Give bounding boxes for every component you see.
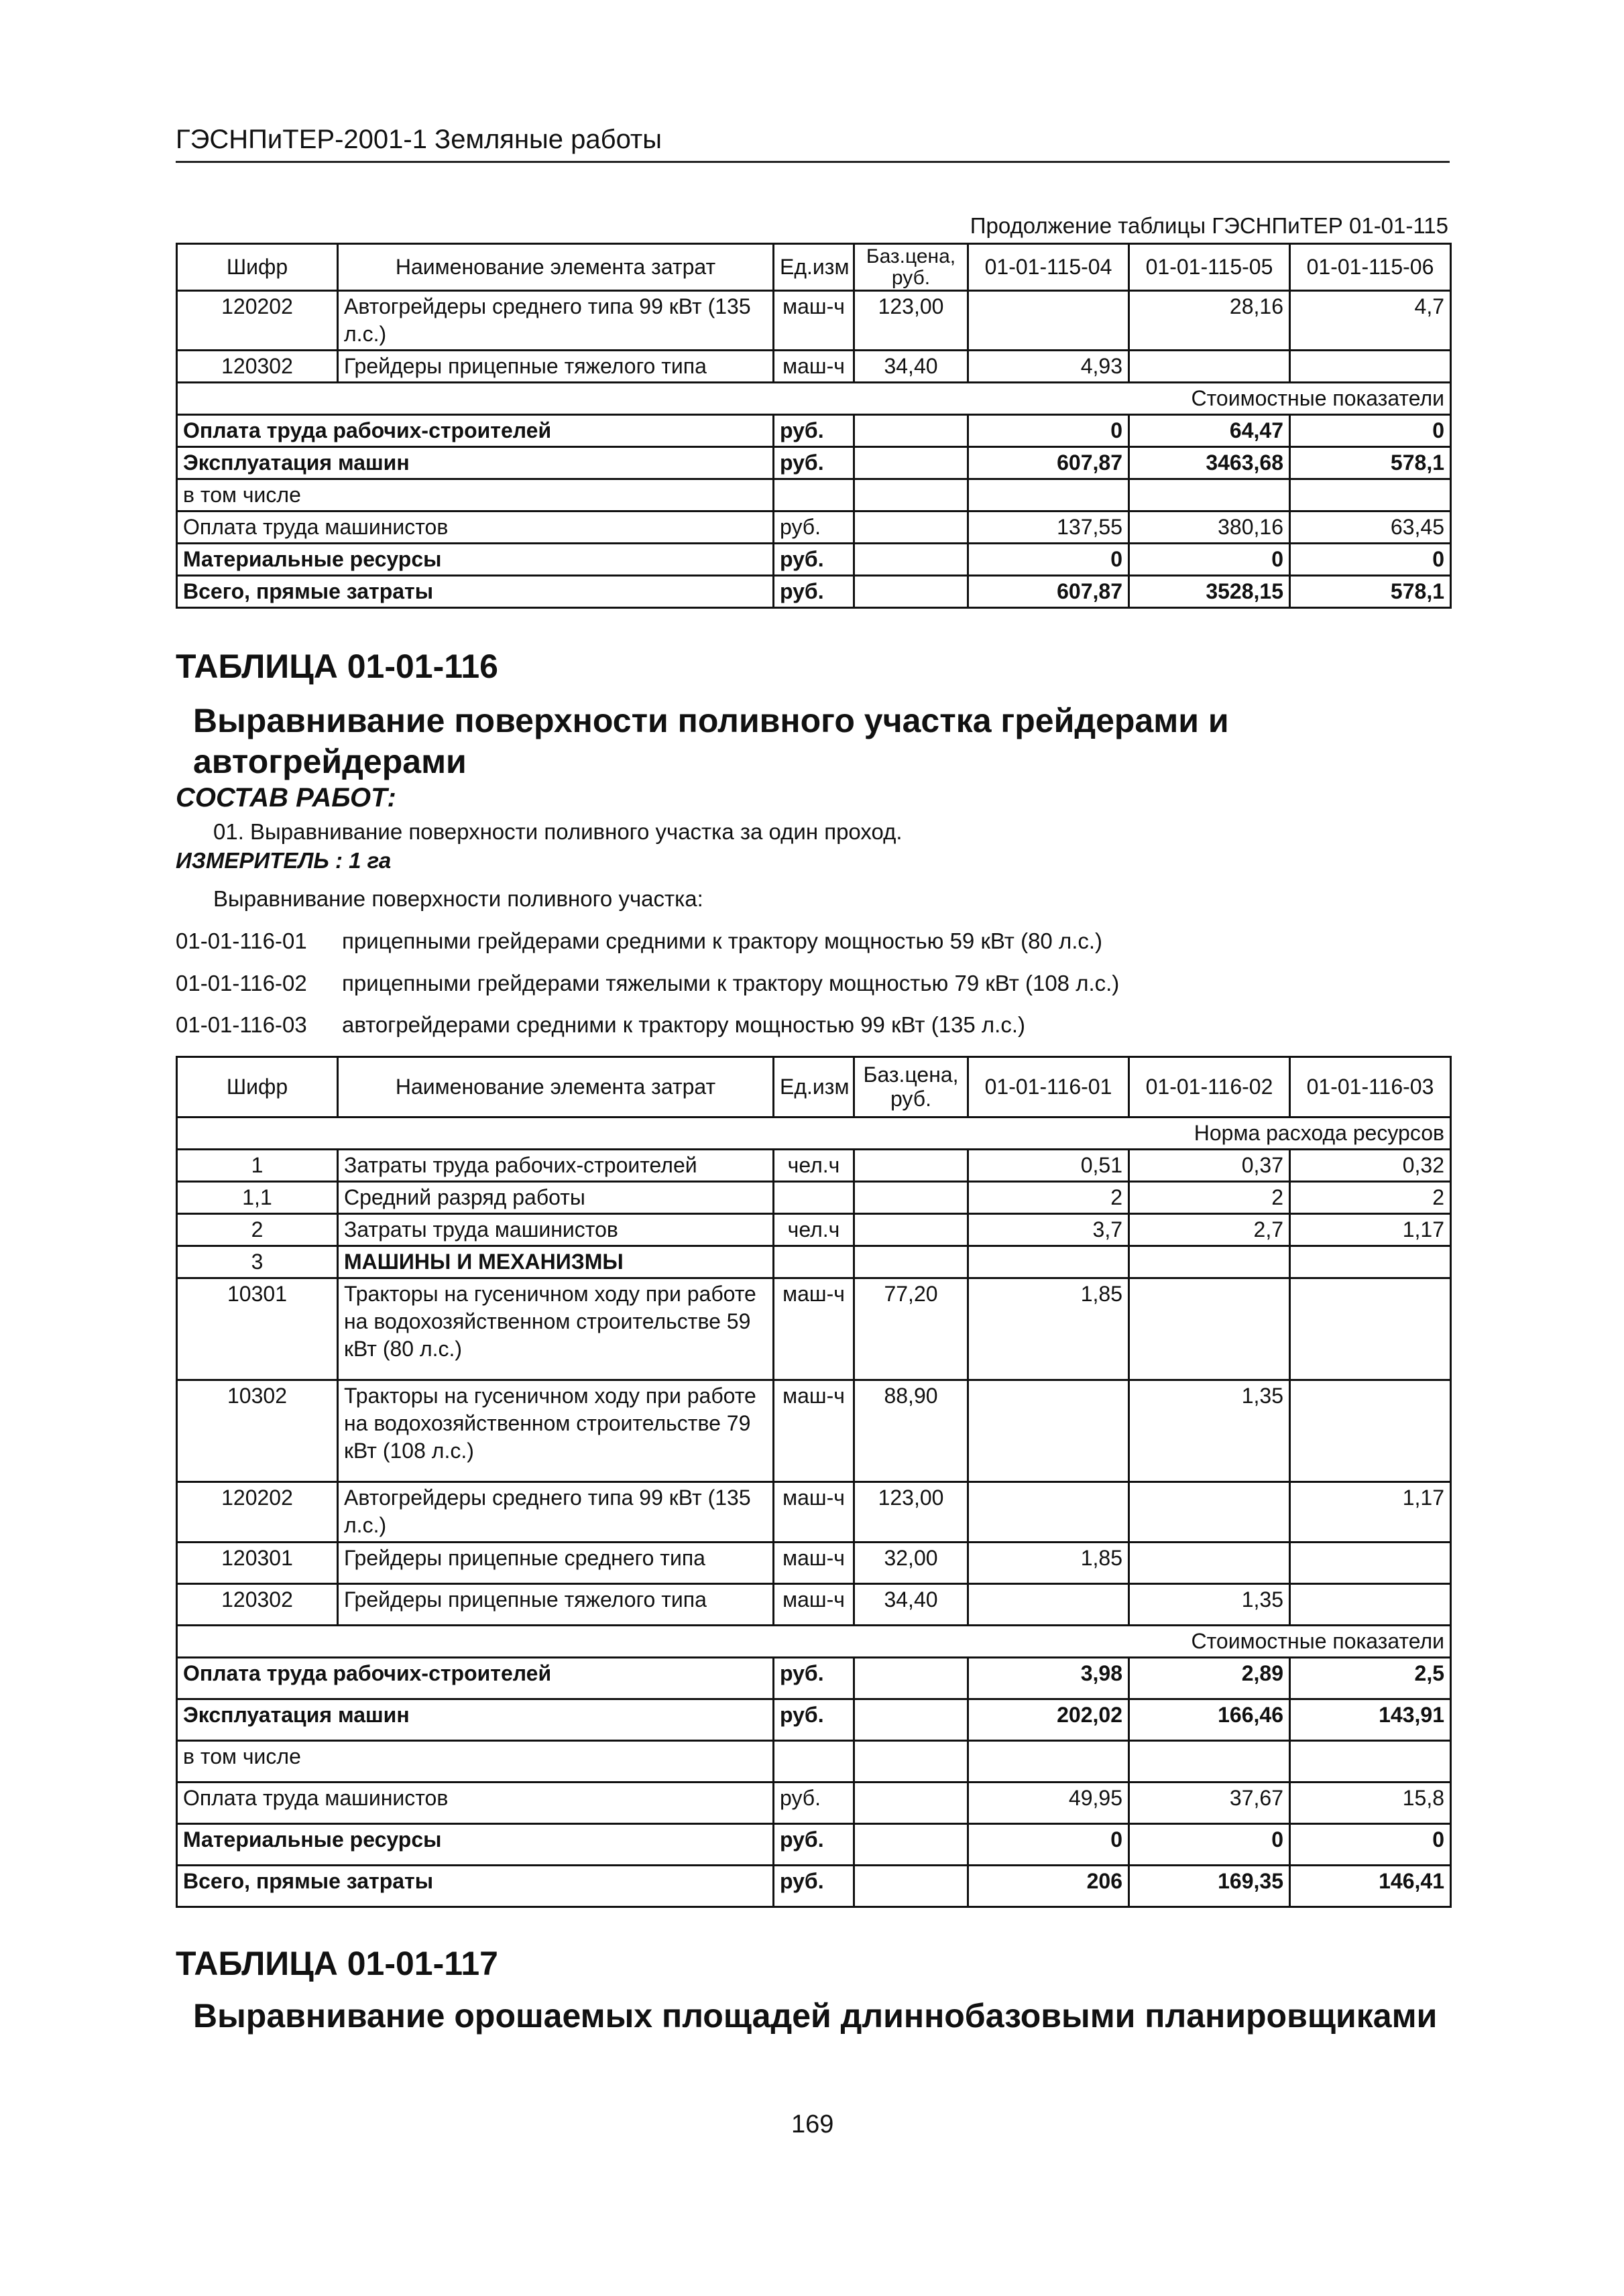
column-header: Ед.изм: [774, 1057, 854, 1117]
table-row: [177, 1214, 1451, 1246]
cost-label: Материальные ресурсы: [177, 543, 774, 575]
cell-name: Грейдеры прицепные тяжелого типа: [338, 1584, 774, 1626]
cost-value: 0: [1290, 543, 1451, 575]
cell-value: [968, 291, 1129, 351]
cost-value: 0: [1290, 1824, 1451, 1866]
cost-label: Оплата труда рабочих-строителей: [177, 414, 774, 446]
cell-unit: маш-ч: [774, 291, 854, 351]
work-description: 01. Выравнивание поверхности поливного участка за один проход.: [213, 819, 903, 844]
cost-row: [177, 1824, 1451, 1866]
column-header: 01-01-115-04: [968, 244, 1129, 291]
cost-value: [1129, 1741, 1290, 1783]
column-header: Баз.цена, руб.: [854, 244, 968, 291]
cost-unit: руб.: [774, 1658, 854, 1699]
cell-value: 1,35: [1129, 1584, 1290, 1626]
cost-label: Оплата труда рабочих-строителей: [177, 1658, 774, 1699]
cost-value: 63,45: [1290, 511, 1451, 543]
cost-value: [1290, 479, 1451, 511]
cost-value: 607,87: [968, 446, 1129, 479]
cell-name: Автогрейдеры среднего типа 99 кВт (135 л.с.): [338, 1482, 774, 1543]
cell-name: Затраты труда машинистов: [338, 1214, 774, 1246]
cell-name: Автогрейдеры среднего типа 99 кВт (135 л.с.): [338, 291, 774, 351]
cell-code: 2: [177, 1214, 338, 1246]
cell-value: [968, 1584, 1129, 1626]
cell-value: 4,7: [1290, 291, 1451, 351]
cost-unit: [774, 1741, 854, 1783]
table-row: [177, 1150, 1451, 1182]
cost-value: 3528,15: [1129, 575, 1290, 607]
table-01-01-116: [176, 1056, 1452, 1908]
items-intro: Выравнивание поверхности поливного участка:: [213, 886, 703, 911]
cell-name: Грейдеры прицепные среднего типа: [338, 1543, 774, 1584]
cell-code: 120202: [177, 1482, 338, 1543]
cell-price: 34,40: [854, 350, 968, 382]
cost-value: 166,46: [1129, 1699, 1290, 1741]
cell-value: 1,35: [1129, 1380, 1290, 1482]
column-header: 01-01-116-03: [1290, 1057, 1451, 1117]
cell-price: 123,00: [854, 1482, 968, 1543]
cell-value: 2: [1129, 1182, 1290, 1214]
cost-value: 607,87: [968, 575, 1129, 607]
cell-value: 0,51: [968, 1150, 1129, 1182]
cell-value: 1,85: [968, 1278, 1129, 1380]
table-header-row: [177, 244, 1451, 291]
cell-code: 10302: [177, 1380, 338, 1482]
cell-price: 34,40: [854, 1584, 968, 1626]
machines-section-label: МАШИНЫ И МЕХАНИЗМЫ: [338, 1246, 774, 1278]
cost-value: 0: [968, 1824, 1129, 1866]
cell-price: [854, 1150, 968, 1182]
cost-value: 3463,68: [1129, 446, 1290, 479]
cost-value: 15,8: [1290, 1783, 1451, 1824]
cell-value: [968, 1246, 1129, 1278]
cost-label: в том числе: [177, 479, 774, 511]
column-header: 01-01-116-02: [1129, 1057, 1290, 1117]
cost-price: [854, 1699, 968, 1741]
cell-price: [854, 1214, 968, 1246]
column-header: Ед.изм: [774, 244, 854, 291]
cost-row: [177, 575, 1451, 607]
sostav-label: СОСТАВ РАБОТ:: [176, 783, 396, 812]
cost-unit: руб.: [774, 511, 854, 543]
cost-unit: руб.: [774, 1866, 854, 1907]
machines-section-row: [177, 1246, 1451, 1278]
cost-value: 37,67: [1129, 1783, 1290, 1824]
cost-price: [854, 479, 968, 511]
table-row: [177, 1278, 1451, 1380]
cost-unit: руб.: [774, 1783, 854, 1824]
cost-price: [854, 511, 968, 543]
cost-label: в том числе: [177, 1741, 774, 1783]
cell-unit: чел.ч: [774, 1150, 854, 1182]
table-row: [177, 1584, 1451, 1626]
cost-unit: руб.: [774, 446, 854, 479]
cost-value: 578,1: [1290, 446, 1451, 479]
table-title: Выравнивание поверхности поливного участка грейдерами и автогрейдерами: [193, 702, 1229, 780]
item-description: прицепными грейдерами средними к трактору мощностью 59 кВт (80 л.с.): [342, 928, 1103, 953]
table-row: [177, 291, 1451, 351]
norm-label: Норма расхода ресурсов: [177, 1117, 1451, 1150]
cell-price: 123,00: [854, 291, 968, 351]
cost-value: 2,5: [1290, 1658, 1451, 1699]
table-header-row: [177, 1057, 1451, 1117]
cell-price: [854, 1246, 968, 1278]
item-code: 01-01-116-01: [176, 928, 307, 953]
cell-value: [1129, 1543, 1290, 1584]
section-label-row: [177, 1626, 1451, 1658]
cost-value: 0: [1129, 543, 1290, 575]
table-heading: ТАБЛИЦА 01-01-116: [176, 648, 498, 685]
cell-value: 28,16: [1129, 291, 1290, 351]
table-row: [177, 1543, 1451, 1584]
cost-row: [177, 446, 1451, 479]
cell-unit: [774, 1246, 854, 1278]
cost-value: 0: [968, 414, 1129, 446]
norm-label-row: [177, 1117, 1451, 1150]
cell-value: [968, 1380, 1129, 1482]
column-header: Шифр: [177, 244, 338, 291]
cost-value: [1129, 479, 1290, 511]
cost-value: 206: [968, 1866, 1129, 1907]
cost-price: [854, 543, 968, 575]
cost-label: Оплата труда машинистов: [177, 1783, 774, 1824]
cost-value: 578,1: [1290, 575, 1451, 607]
cost-unit: руб.: [774, 1699, 854, 1741]
cell-code: 1,1: [177, 1182, 338, 1214]
cell-name: Затраты труда рабочих-строителей: [338, 1150, 774, 1182]
cell-value: 1,17: [1290, 1482, 1451, 1543]
cell-price: [854, 1182, 968, 1214]
table-row: [177, 1182, 1451, 1214]
cost-row: [177, 1699, 1451, 1741]
cost-price: [854, 414, 968, 446]
cell-unit: маш-ч: [774, 1278, 854, 1380]
cost-row: [177, 414, 1451, 446]
cell-value: 2: [1290, 1182, 1451, 1214]
cell-unit: маш-ч: [774, 1482, 854, 1543]
page-number: 169: [791, 2110, 834, 2138]
cost-label: Всего, прямые затраты: [177, 1866, 774, 1907]
cost-value: 202,02: [968, 1699, 1129, 1741]
column-header: Шифр: [177, 1057, 338, 1117]
cost-label: Всего, прямые затраты: [177, 575, 774, 607]
cell-unit: чел.ч: [774, 1214, 854, 1246]
cell-code: 1: [177, 1150, 338, 1182]
cell-code: 120202: [177, 291, 338, 351]
cell-value: [1290, 1584, 1451, 1626]
cell-name: Тракторы на гусеничном ходу при работе на водохозяйственном строительстве 59 кВт (80 л.с.): [338, 1278, 774, 1380]
cell-unit: маш-ч: [774, 1543, 854, 1584]
cost-row: [177, 543, 1451, 575]
cost-unit: [774, 479, 854, 511]
cell-value: 2,7: [1129, 1214, 1290, 1246]
cell-value: 1,85: [968, 1543, 1129, 1584]
cost-value: 146,41: [1290, 1866, 1451, 1907]
cell-value: [1290, 1278, 1451, 1380]
table-row: [177, 350, 1451, 382]
cell-value: [1290, 350, 1451, 382]
cost-price: [854, 1658, 968, 1699]
page-header: ГЭСНПиТЕР-2001-1 Земляные работы: [176, 125, 662, 154]
section-label: Стоимостные показатели: [177, 1626, 1451, 1658]
cost-value: 380,16: [1129, 511, 1290, 543]
cost-row: [177, 1658, 1451, 1699]
cost-label: Эксплуатация машин: [177, 446, 774, 479]
cell-value: [1129, 1246, 1290, 1278]
item-code: 01-01-116-03: [176, 1012, 307, 1037]
cost-value: 64,47: [1129, 414, 1290, 446]
cell-price: 88,90: [854, 1380, 968, 1482]
cost-price: [854, 1824, 968, 1866]
item-code: 01-01-116-02: [176, 971, 307, 995]
table-continuation-caption: Продолжение таблицы ГЭСНПиТЕР 01-01-115: [970, 213, 1448, 238]
cost-unit: руб.: [774, 575, 854, 607]
cell-value: [1129, 350, 1290, 382]
cost-price: [854, 1741, 968, 1783]
cell-value: 0,37: [1129, 1150, 1290, 1182]
cost-label: Эксплуатация машин: [177, 1699, 774, 1741]
column-header: Наименование элемента затрат: [338, 1057, 774, 1117]
section-label: Стоимостные показатели: [177, 382, 1451, 414]
cost-label: Оплата труда машинистов: [177, 511, 774, 543]
column-header: Наименование элемента затрат: [338, 244, 774, 291]
cost-value: 49,95: [968, 1783, 1129, 1824]
header-rule: [176, 161, 1450, 163]
cost-value: 137,55: [968, 511, 1129, 543]
cell-value: 3,7: [968, 1214, 1129, 1246]
cost-value: 143,91: [1290, 1699, 1451, 1741]
cell-name: Средний разряд работы: [338, 1182, 774, 1214]
cost-value: 169,35: [1129, 1866, 1290, 1907]
table-row: [177, 1482, 1451, 1543]
column-header: 01-01-115-06: [1290, 244, 1451, 291]
cost-value: 0: [1129, 1824, 1290, 1866]
cost-price: [854, 1866, 968, 1907]
table-01-01-115-continued: [176, 243, 1452, 609]
cell-value: [1290, 1543, 1451, 1584]
cost-value: 0: [968, 543, 1129, 575]
cell-value: 0,32: [1290, 1150, 1451, 1182]
cost-value: [968, 1741, 1129, 1783]
cell-value: 4,93: [968, 350, 1129, 382]
column-header: 01-01-115-05: [1129, 244, 1290, 291]
cost-label: Материальные ресурсы: [177, 1824, 774, 1866]
table-title: Выравнивание орошаемых площадей длиннобазовыми планировщиками: [193, 1997, 1438, 2035]
cell-code: 120302: [177, 350, 338, 382]
cell-value: [1129, 1482, 1290, 1543]
cell-value: [1290, 1246, 1451, 1278]
cost-unit: руб.: [774, 543, 854, 575]
cost-unit: руб.: [774, 414, 854, 446]
cell-value: [1129, 1278, 1290, 1380]
cell-price: 77,20: [854, 1278, 968, 1380]
cost-row: [177, 479, 1451, 511]
cell-price: 32,00: [854, 1543, 968, 1584]
cost-row: [177, 511, 1451, 543]
cost-unit: руб.: [774, 1824, 854, 1866]
cell-name: Грейдеры прицепные тяжелого типа: [338, 350, 774, 382]
column-header: 01-01-116-01: [968, 1057, 1129, 1117]
cost-value: [968, 479, 1129, 511]
item-description: автогрейдерами средними к трактору мощностью 99 кВт (135 л.с.): [342, 1012, 1026, 1037]
cost-row: [177, 1866, 1451, 1907]
section-label-row: [177, 382, 1451, 414]
item-description: прицепными грейдерами тяжелыми к трактору мощностью 79 кВт (108 л.с.): [342, 971, 1120, 995]
cost-value: 3,98: [968, 1658, 1129, 1699]
cost-price: [854, 1783, 968, 1824]
table-heading: ТАБЛИЦА 01-01-117: [176, 1945, 498, 1982]
cost-price: [854, 446, 968, 479]
cell-code: 120302: [177, 1584, 338, 1626]
cost-price: [854, 575, 968, 607]
cell-value: [1290, 1380, 1451, 1482]
cell-code: 120301: [177, 1543, 338, 1584]
table-row: [177, 1380, 1451, 1482]
cell-unit: [774, 1182, 854, 1214]
measure-unit: ИЗМЕРИТЕЛЬ : 1 га: [176, 848, 392, 873]
cell-value: 2: [968, 1182, 1129, 1214]
cell-unit: маш-ч: [774, 1584, 854, 1626]
column-header: Баз.цена, руб.: [854, 1057, 968, 1117]
cell-unit: маш-ч: [774, 350, 854, 382]
cell-value: 1,17: [1290, 1214, 1451, 1246]
cell-value: [968, 1482, 1129, 1543]
cell-code: 10301: [177, 1278, 338, 1380]
cell-unit: маш-ч: [774, 1380, 854, 1482]
cost-value: 0: [1290, 414, 1451, 446]
cost-row: [177, 1783, 1451, 1824]
cost-value: [1290, 1741, 1451, 1783]
cost-value: 2,89: [1129, 1658, 1290, 1699]
cell-code: 3: [177, 1246, 338, 1278]
cost-row: [177, 1741, 1451, 1783]
cell-name: Тракторы на гусеничном ходу при работе на водохозяйственном строительстве 79 кВт (108 л.с.): [338, 1380, 774, 1482]
